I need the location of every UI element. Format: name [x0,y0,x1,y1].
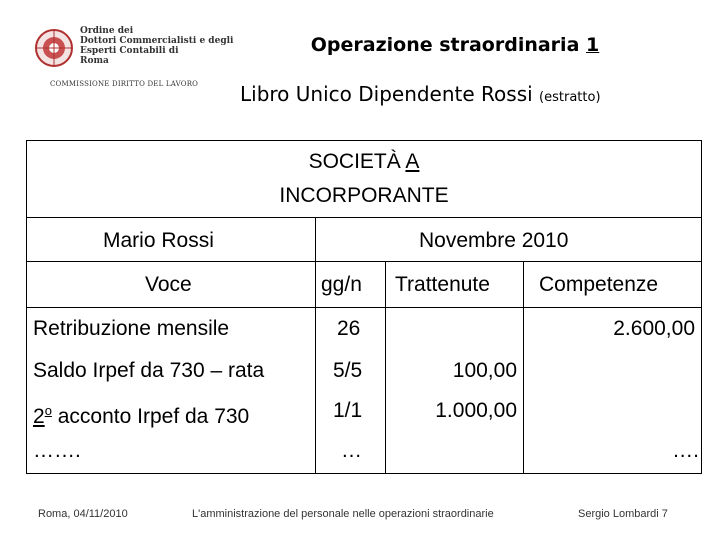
org-line-4: Roma [80,56,109,66]
row-3-voce-rest: acconto Irpef da 730 [51,405,250,428]
row-3-voce-sup: o [44,403,52,418]
col-header-ggn: gg/n [321,273,362,296]
seal-icon [34,28,74,68]
col-header-trattenute: Trattenute [395,273,490,296]
slide-subtitle [240,82,601,106]
title-number: 1 [586,34,600,56]
row-2-ggn: 5/5 [333,359,363,382]
subtitle-note: (estratto) [539,90,601,105]
title-text: Operazione straordinaria [310,34,587,56]
org-line-1: Ordine dei [80,26,134,36]
row-3-ggn: 1/1 [333,399,363,422]
org-line-3: Esperti Contabili di [80,46,179,56]
row-1-voce: Retribuzione mensile [33,317,230,340]
row-1-competenze: 2.600,00 [613,317,695,340]
footer-author-name: Sergio Lombardi [578,508,659,520]
company-role: INCORPORANTE [279,184,449,207]
payroll-table [26,140,702,474]
employee-name: Mario Rossi [103,229,214,252]
org-line-2: Dottori Commercialisti e degli [80,36,234,46]
row-2-trattenute: 100,00 [452,359,517,382]
slide-title [270,34,640,56]
row-1-ggn: 26 [337,317,361,340]
org-name [80,26,233,66]
footer-title: L'amministrazione del personale nelle operazioni straordinarie [192,508,494,520]
rule-v3 [523,261,524,473]
rule-3 [27,307,701,308]
row-3-trattenute: 1.000,00 [435,399,517,422]
row-4-voce: ……. [33,439,81,462]
company-label: SOCIETÀ [308,150,406,173]
subtitle-text: Libro Unico Dipendente Rossi [240,82,540,106]
row-2-voce: Saldo Irpef da 730 – rata [33,359,265,382]
row-4-ggn: … [341,439,362,462]
col-header-competenze: Competenze [539,273,659,296]
company-letter: A [405,150,420,173]
row-3-voce-num: 2 [33,405,45,428]
org-logo [34,24,234,94]
rule-v1 [315,217,316,473]
footer-date: Roma, 04/11/2010 [38,508,128,520]
rule-2 [27,261,701,262]
period: Novembre 2010 [419,229,569,252]
rule-1 [27,217,701,218]
page-number: 7 [661,508,668,520]
col-header-voce: Voce [145,273,192,296]
commission-label: COMMISSIONE DIRITTO DEL LAVORO [50,80,199,88]
company-heading [27,145,701,213]
footer-author [578,508,668,520]
rule-v2 [385,261,386,473]
row-4-competenze: …. [672,439,699,462]
row-3-voce [33,397,249,431]
